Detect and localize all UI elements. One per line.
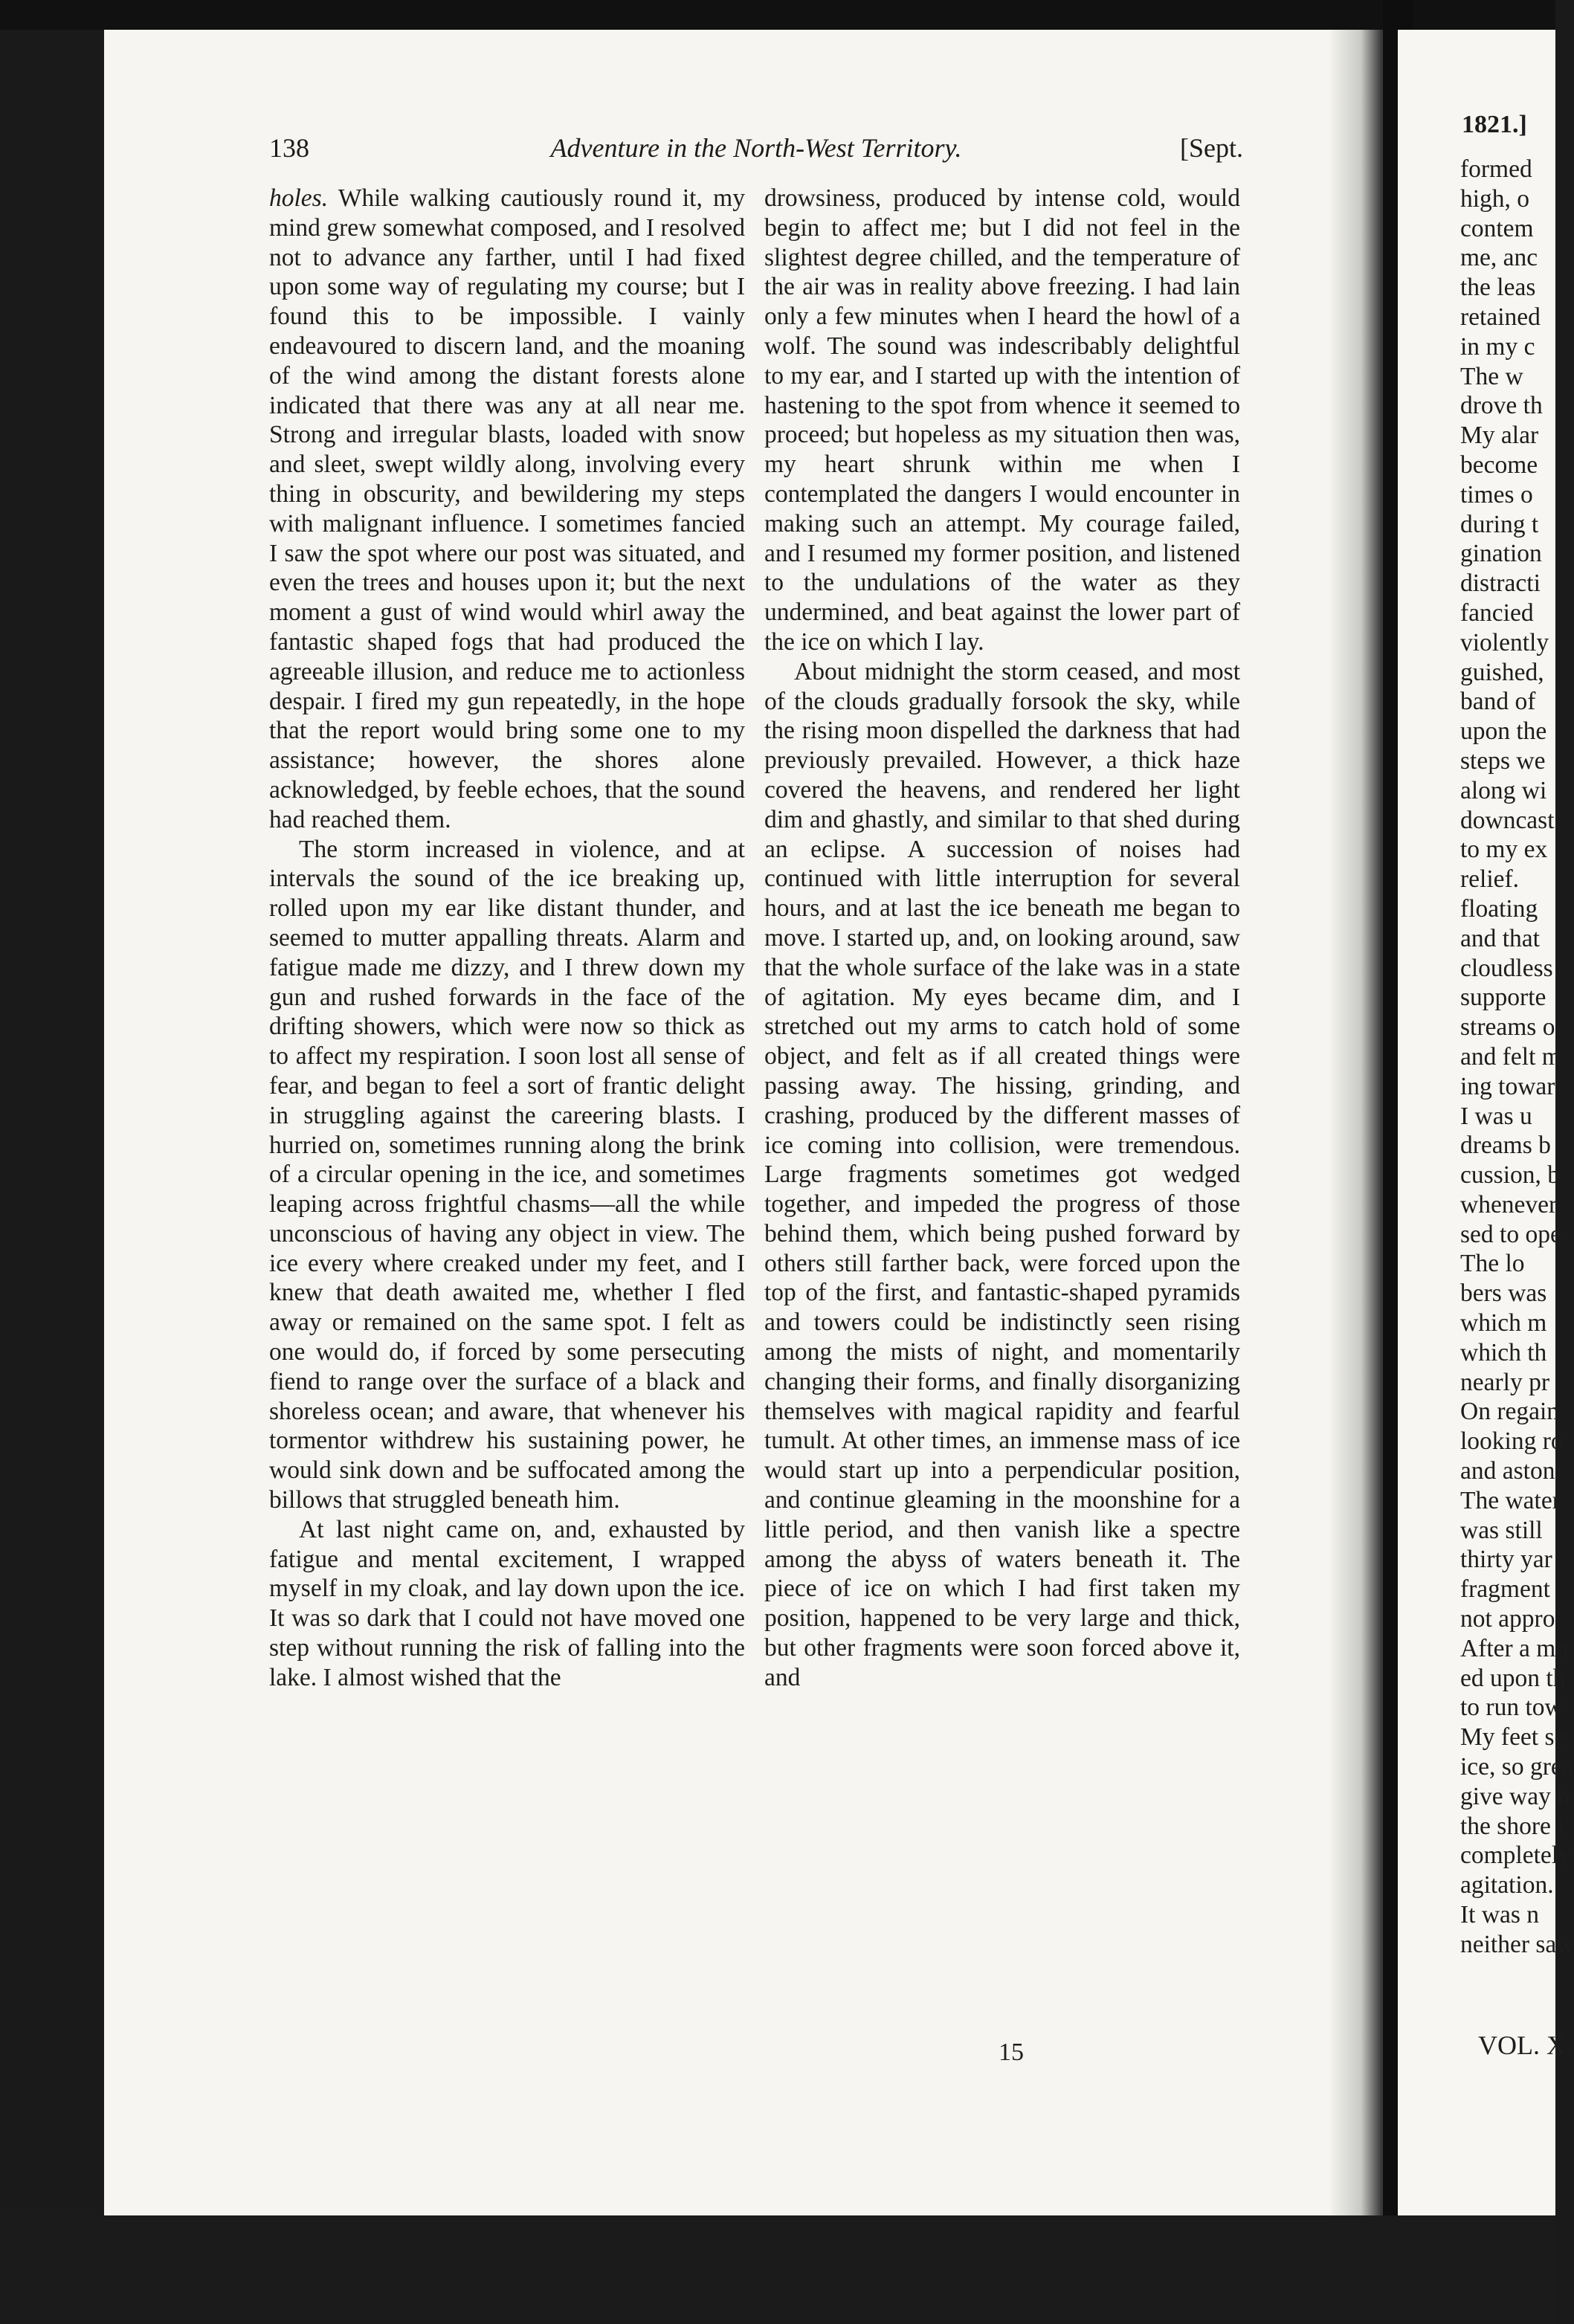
right-page-line: relief.	[1460, 865, 1520, 894]
scan-border-top	[0, 0, 1555, 30]
right-page-line: looking ro	[1460, 1427, 1564, 1456]
right-page-line: streams o	[1460, 1013, 1555, 1042]
right-page-line: not appro	[1460, 1605, 1555, 1633]
right-page-line: become	[1460, 451, 1538, 479]
right-page-line: cussion, b	[1460, 1161, 1560, 1190]
right-page-line: completely	[1460, 1842, 1571, 1870]
right-page-line: fragment	[1460, 1575, 1550, 1604]
right-page-line: violently	[1460, 628, 1549, 656]
scan-border-bottom	[0, 2215, 1555, 2324]
signature-mark: 15	[999, 2039, 1024, 2066]
paragraph: At last night came on, and, exhausted by fatigue and mental excitement, I wrapped myself in my cloak, and lay down upon the ice. It was so dark that I could not have moved one step without running the risk of falling into the lake. I almost wished that the	[269, 1515, 745, 1691]
right-page-line: floating	[1460, 894, 1538, 923]
right-page-line: give way b	[1460, 1782, 1570, 1810]
right-page-line: fancied	[1460, 598, 1534, 627]
paragraph: About midnight the storm ceased, and most of the clouds gradually forsook the sky, while the rising moon dispelled the darkness that had previously prevailed. However, a thick haze covered the heavens, and rendered her light dim and ghastly, and similar to that shed during an eclipse. A succession of noises had continued with little interruption for several hours, and at last the ice beneath me began to move. I started up, and, on looking around, saw that the whole surface of the lake was in a state of agitation. My eyes became dim, and I stretched out my arms to catch hold of some object, and felt as if all created things were passing away. The hissing, grinding, and crashing, produced by the different masses of ice coming into collision, were tremendous. Large fragments sometimes got wedged together, and impeded the progress of those behind them, which being pushed forward by others still farther back, were forced upon the top of the first, and fantastic-shaped pyramids and towers could be indistinctly seen rising among the mists of night, and momentarily changing their forms, and finally disorganizing themselves with magical rapidity and fearful tumult. At other times, an immense mass of ice would start up into a perpendicular position, and continue gleaming in the moonshine for a little period, and then vanish like a spectre among the abyss of waters beneath it. The piece of ice on which I had first taken my position, happened to be very large and thick, but other fragments were soon forced above it, and	[764, 657, 1240, 1691]
right-page-line: whenever	[1460, 1190, 1558, 1219]
right-page-line: which th	[1460, 1338, 1547, 1366]
right-page-line: band of	[1460, 688, 1536, 716]
right-page-line: upon the	[1460, 717, 1547, 746]
right-page-line: ed upon th	[1460, 1664, 1566, 1692]
text-column-2	[764, 184, 1240, 2161]
page-header	[269, 132, 1243, 177]
right-page-line: to run tow	[1460, 1694, 1563, 1722]
lead-word: holes.	[269, 184, 329, 212]
right-page-line: distracti	[1460, 569, 1541, 598]
right-page-line: I was u	[1460, 1102, 1532, 1130]
right-page-line: neither saw	[1460, 1930, 1574, 1958]
right-page-year: 1821.]	[1462, 111, 1527, 138]
right-page-line: nearly pr	[1460, 1368, 1549, 1396]
section-mark: [Sept.	[1180, 133, 1243, 163]
right-page-line: drove th	[1460, 392, 1543, 420]
right-page-line: the shore i	[1460, 1812, 1564, 1840]
right-page-line: The lo	[1460, 1250, 1525, 1278]
text-column-1	[269, 184, 745, 2161]
right-page-line: It was n	[1460, 1901, 1540, 1929]
right-page-line: the leas	[1460, 274, 1536, 302]
right-page-line: to my ex	[1460, 836, 1548, 864]
right-page-line: contem	[1460, 214, 1534, 242]
right-page-line: retained	[1460, 303, 1541, 331]
right-page-line: ing towar	[1460, 1072, 1555, 1100]
right-page-line: times o	[1460, 480, 1533, 509]
right-page-line: cloudless	[1460, 954, 1553, 982]
running-title: Adventure in the North-West Territory.	[550, 133, 962, 163]
right-page	[1398, 30, 1574, 2215]
right-page-line: and astoni	[1460, 1457, 1562, 1485]
paragraph: drowsiness, produced by intense cold, would begin to affect me; but I did not feel in the slightest degree chilled, and the temperature of the air was in reality above freezing. I had lain only a few minutes when I heard the howl of a wolf. The sound was indescribably delightful to my ear, and I started up with the intention of hastening to the spot from whence it seemed to proceed; but hopeless as my situation then was, my heart shrunk within me when I contemplated the dangers I would encounter in making such an attempt. My courage failed, and I resumed my former position, and listened to the undulations of the water as they undermined, and beat against the lower part of the ice on which I lay.	[764, 184, 1240, 656]
right-page-lines	[1460, 155, 1574, 1960]
right-page-line: The w	[1460, 362, 1523, 390]
right-page-line: sed to ope	[1460, 1220, 1561, 1248]
right-page-line: After a mo	[1460, 1634, 1569, 1662]
right-page-line: high, o	[1460, 184, 1530, 213]
right-page-line: formed	[1460, 155, 1532, 183]
right-page-line: which m	[1460, 1309, 1547, 1337]
right-page-line: and that	[1460, 924, 1540, 952]
paragraph: The storm increased in violence, and at intervals the sound of the ice breaking up, rolled upon my ear like distant thunder, and seemed to mutter appalling threats. Alarm and fatigue made me dizzy, and I threw down my gun and rushed forwards in the face of the drifting showers, which were now so thick as to affect my respiration. I soon lost all sense of fear, and began to feel a sort of frantic delight in struggling against the careering blasts. I hurried on, sometimes running along the brink of a circular opening in the ice, and sometimes leaping across frightful chasms—all the while unconscious of having any object in view. The ice every where creaked under my feet, and I knew that death awaited me, whether I fled away or remained on the same spot. I felt as one would do, if forced by some persecuting fiend to range over the surface of a black and shoreless ocean; and aware, that whenever his tormentor withdrew his sustaining power, he would sink down and be suffocated among the billows that struggled beneath him.	[269, 835, 745, 1514]
right-page-line: agitation.	[1460, 1871, 1554, 1899]
right-page-line: thirty yar	[1460, 1546, 1552, 1574]
right-page-line: downcast	[1460, 806, 1555, 834]
right-page-line: in my c	[1460, 332, 1535, 361]
right-page-line: My alar	[1460, 422, 1539, 450]
paragraph	[269, 184, 745, 835]
right-page-line: My feet se	[1460, 1723, 1566, 1752]
right-page-line: bers was	[1460, 1279, 1547, 1308]
volume-mark: VOL. X.	[1478, 2030, 1573, 2060]
paragraph-text: While walking cautiously round it, my mind grew somewhat composed, and I resolved not to advance any farther, until I had fixed upon some way of regulating my course; but I found this to be impossible. I vainly endeavoured to discern land, and the moaning of the wind among the distant forests alone indicated that there was any at all near me. Strong and irregular blasts, loaded with snow and sleet, swept wildly along, involving every thing in obscurity, and bewildering my steps with malignant influence. I sometimes fancied I saw the spot where our post was situated, and even the trees and houses upon it; but the next moment a gust of wind would whirl away the fantastic shaped fogs that had produced the agreeable illusion, and reduce me to actionless despair. I fired my gun repeatedly, in the hope that the report would bring some one to my assistance; however, the shores alone acknowledged, by feeble echoes, that the sound had reached them.	[269, 184, 745, 833]
right-page-line: ice, so grea	[1460, 1753, 1573, 1781]
right-page-line: me, anc	[1460, 244, 1538, 272]
right-page-line: was still	[1460, 1516, 1543, 1544]
right-page-line: gination	[1460, 540, 1542, 568]
right-page-line: guished,	[1460, 658, 1544, 686]
right-page-line: On regain	[1460, 1398, 1560, 1426]
right-page-line: along wi	[1460, 776, 1547, 804]
right-page-line: The water	[1460, 1486, 1561, 1514]
right-page-line: supporte	[1460, 984, 1546, 1012]
right-page-line: dreams b	[1460, 1132, 1551, 1160]
page-number: 138	[269, 133, 309, 163]
right-page-line: and felt m	[1460, 1042, 1561, 1071]
right-page-line: steps we	[1460, 746, 1546, 775]
right-page-line: during t	[1460, 510, 1539, 538]
